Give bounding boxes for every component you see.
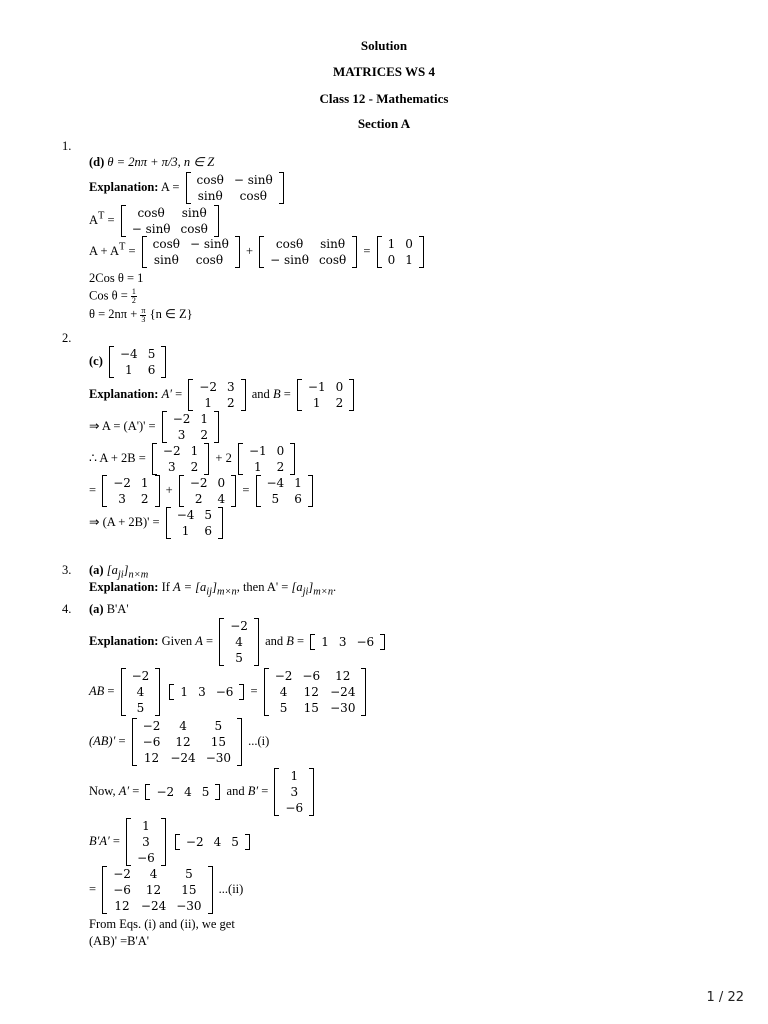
answer-line: (a) $[a_{ji}]_{n\times m}$ <box>89 563 149 581</box>
question-number: 1. <box>62 139 72 153</box>
sum-line: $A + A^T$ = cosθ − sinθ sinθ cosθ + cosθ sinθ − sinθ cosθ = 1 0 0 1 <box>89 236 427 268</box>
step-a: ⇒ A = (A')' = −2 1 3 2 <box>89 411 222 443</box>
explanation-line: Explanation: A′ = −2 3 1 2 and B = −1 0 1 2 <box>89 379 357 411</box>
ab-transpose: (AB)′ = −2 4 5 −6 12 15 12 −24 −30 ...(i) <box>89 719 270 765</box>
step-3: θ = 2nπ + $\frac{\pi}{3}$ {n ∈ Z} <box>89 305 193 324</box>
step-2: Cos θ = $\frac{1}{2}$ <box>89 287 136 305</box>
explanation-line: Explanation: Given A = −2 4 5 and B = 1 3 −6 <box>89 618 388 666</box>
question-number: 2. <box>62 331 72 345</box>
from-line: From Eqs. (i) and (ii), we get <box>89 917 235 931</box>
conclusion-line: (AB)' =B'A' <box>89 934 149 948</box>
step-b: ∴ A + 2B = −2 1 3 2 + 2 −1 0 1 2 <box>89 443 298 475</box>
transpose-line: $A^T$ = cosθ sinθ − sinθ cosθ <box>89 205 222 237</box>
answer-line: (c) −4 5 1 6 <box>89 346 169 378</box>
ab-product: AB = −2 4 5 1 3 −6 = −2 −6 12 4 12 −24 5 15 −30 <box>89 668 369 716</box>
question-number: 4. <box>62 602 72 616</box>
class-title: Class 12 - Mathematics <box>319 91 449 106</box>
doc-title: Solution <box>360 38 408 53</box>
step-d: ⇒ (A + 2B)' = −4 5 1 6 <box>89 507 226 539</box>
answer-line: (a) B'A' <box>89 602 129 616</box>
step-1: 2Cos θ = 1 <box>89 271 144 285</box>
now-line: Now, A′ = −2 4 5 and B′ = 1 3 −6 <box>89 768 317 816</box>
section-title: Section A <box>357 116 411 131</box>
worksheet-title: MATRICES WS 4 <box>332 64 436 79</box>
ba-product: B′A′ = 1 3 −6 −2 4 5 <box>89 818 253 866</box>
ba-result: = −2 4 5 −6 12 15 12 −24 −30 ...(ii) <box>89 867 244 913</box>
explanation-line: Explanation: If $A = [a_{ij}]_{m\times n}$, then $A' = [a_{ji}]_{m\times n}$. <box>89 580 337 598</box>
page-number: 1 / 22 <box>706 990 744 1005</box>
question-number: 3. <box>62 563 72 577</box>
matrix-a: cosθ − sinθ sinθ cosθ <box>186 172 284 204</box>
answer-line: (d) θ = 2nπ + π/3, n ∈ Z <box>89 155 215 169</box>
explanation-a: Explanation: A = cosθ − sinθ sinθ cosθ <box>89 172 287 204</box>
step-c: = −2 1 3 2 + −2 0 2 4 = −4 1 5 6 <box>89 475 316 507</box>
matrix-at: cosθ sinθ − sinθ cosθ <box>121 205 219 237</box>
identity-matrix: 1 0 0 1 <box>377 236 424 268</box>
